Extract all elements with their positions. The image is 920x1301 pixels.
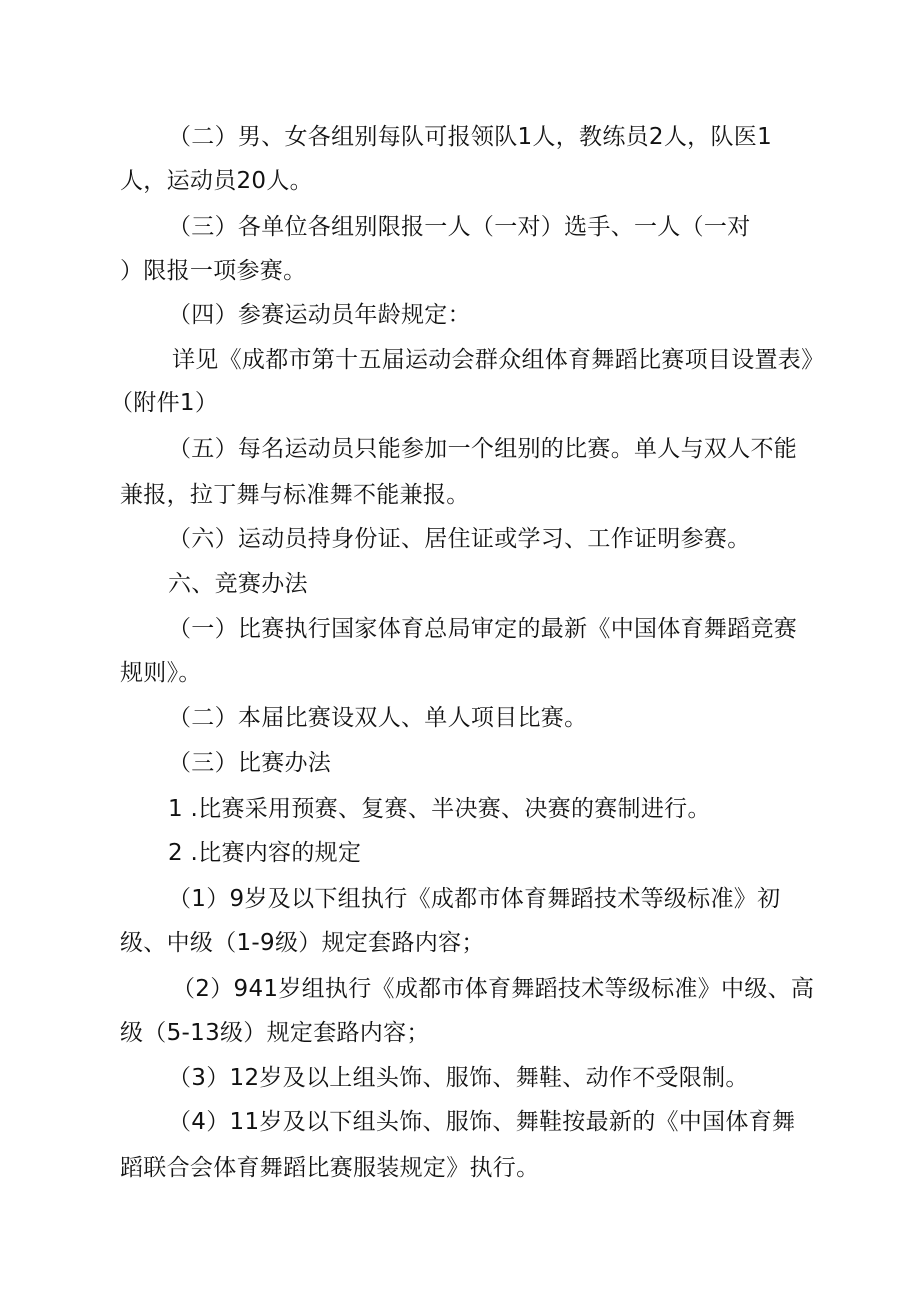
section-heading: 六、竞赛办法 bbox=[168, 571, 308, 597]
text-line: 级（5-13级）规定套路内容； bbox=[120, 1020, 430, 1046]
text-line: 2 .比赛内容的规定 bbox=[168, 840, 362, 866]
text-line: 蹈联合会体育舞蹈比赛服装规定》执行。 bbox=[120, 1155, 540, 1181]
text-line: （附件1） bbox=[110, 390, 219, 416]
text-line: （4）11岁及以下组头饰、服饰、舞鞋按最新的《中国体育舞 bbox=[168, 1109, 796, 1135]
text-line: （二）本届比赛设双人、单人项目比赛。 bbox=[168, 705, 588, 731]
text-line: ）限报一项参赛。 bbox=[120, 258, 307, 284]
text-line: （二）男、女各组别每队可报领队1人，教练员2人，队医1 bbox=[168, 124, 772, 150]
text-line: （四）参赛运动员年龄规定： bbox=[168, 302, 471, 328]
text-line: 1 .比赛采用预赛、复赛、半决赛、决赛的赛制进行。 bbox=[168, 796, 711, 822]
text-line: （三）比赛办法 bbox=[168, 750, 332, 776]
text-line: （一）比赛执行国家体育总局审定的最新《中国体育舞蹈竞赛 bbox=[168, 616, 798, 642]
text-line: 详见《成都市第十五届运动会群众组体育舞蹈比赛项目设置表》 bbox=[172, 347, 825, 373]
text-line: 人，运动员20人。 bbox=[120, 168, 313, 194]
text-line: （2）941岁组执行《成都市体育舞蹈技术等级标准》中级、高 bbox=[172, 976, 815, 1002]
text-line: （3）12岁及以上组头饰、服饰、舞鞋、动作不受限制。 bbox=[168, 1065, 749, 1091]
text-line: （三）各单位各组别限报一人（一对）选手、一人（一对 bbox=[168, 214, 751, 240]
text-line: （六）运动员持身份证、居住证或学习、工作证明参赛。 bbox=[168, 526, 751, 552]
text-line: （五）每名运动员只能参加一个组别的比赛。单人与双人不能 bbox=[168, 436, 798, 462]
text-line: （1）9岁及以下组执行《成都市体育舞蹈技术等级标准》初 bbox=[168, 886, 781, 912]
text-line: 规则》。 bbox=[120, 660, 202, 686]
text-line: 兼报，拉丁舞与标准舞不能兼报。 bbox=[120, 482, 470, 508]
text-line: 级、中级（1-9级）规定套路内容； bbox=[120, 930, 485, 956]
